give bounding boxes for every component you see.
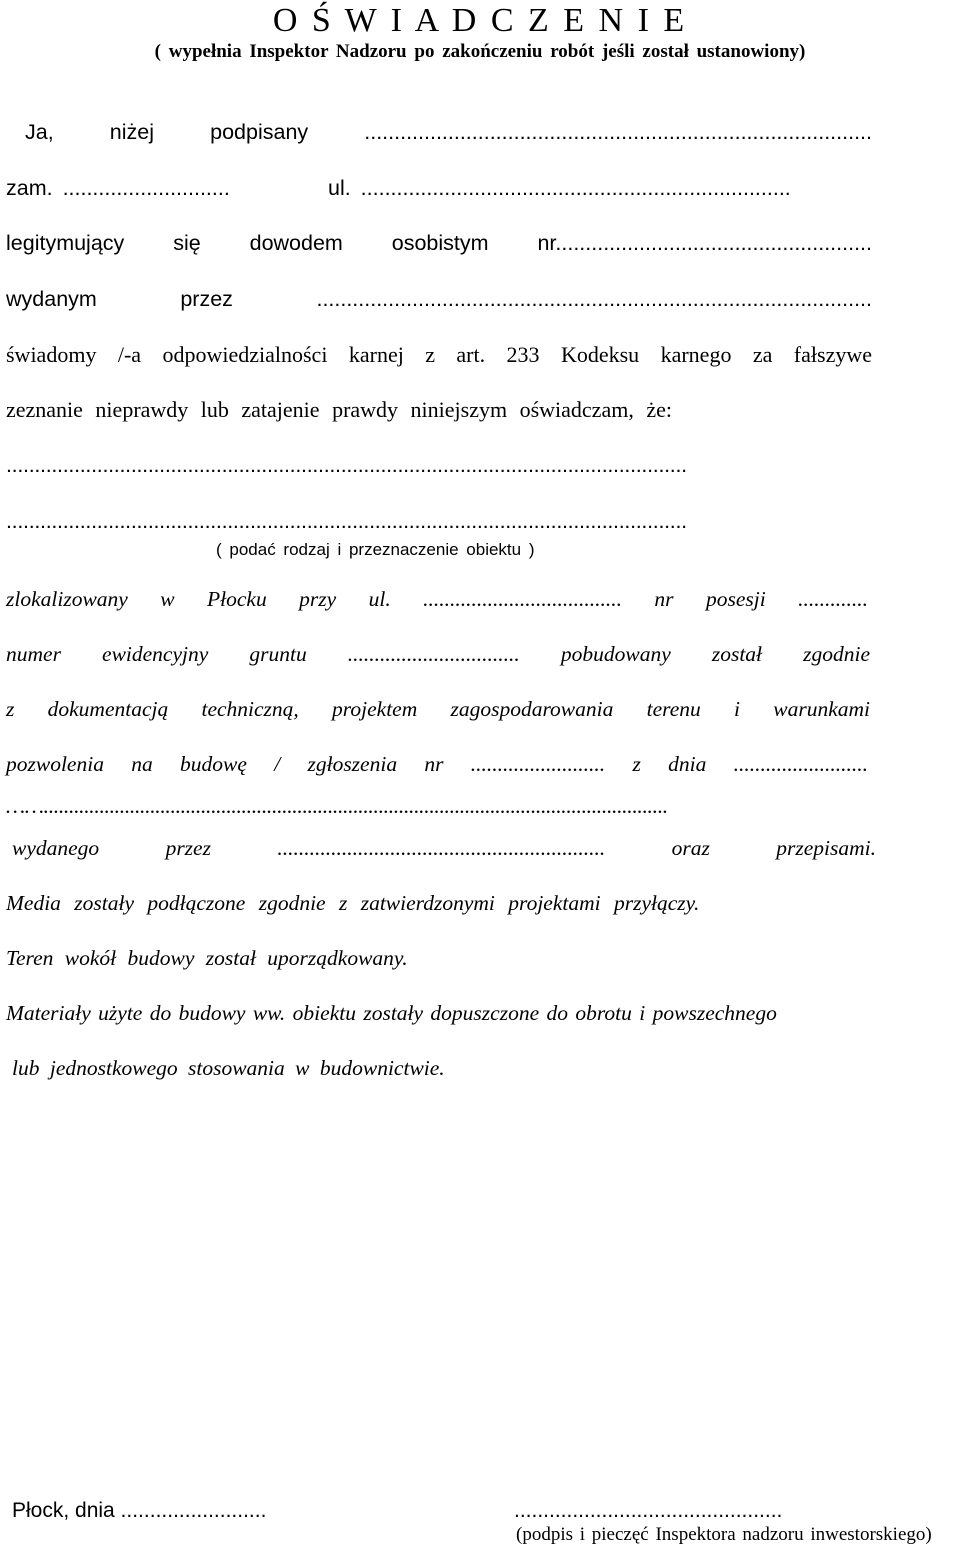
- address-city-line: zam. ............................: [6, 176, 230, 200]
- object-description-caption: ( podać rodzaj i przeznaczenie obiektu ): [216, 540, 535, 559]
- materials-statement-line-2: lub jednostkowego stosowania w budownictwie.: [12, 1056, 445, 1080]
- site-cleanup-statement: Teren wokół budowy został uporządkowany.: [6, 946, 408, 970]
- permit-continuation-line: ……...........................................................................................................................: [6, 794, 668, 818]
- declaration-intro-line: zeznanie nieprawdy lub zatajenie prawdy niniejszym oświadczam, że:: [6, 397, 672, 422]
- utilities-statement: Media zostały podłączone zgodnie z zatwierdzonymi projektami przyłączy.: [6, 891, 700, 915]
- signature-caption: (podpis i pieczęć Inspektora nadzoru inwestorskiego): [516, 1524, 932, 1545]
- object-description-line-2: ........................................................................................................................: [6, 509, 687, 533]
- land-number-line: numer ewidencyjny gruntu ................................ pobudowany został zgodnie: [6, 642, 870, 666]
- permit-line: pozwolenia na budowę / zgłoszenia nr ......................... z dnia .........................: [6, 752, 868, 776]
- place-date-field: Płock, dnia .........................: [12, 1499, 267, 1522]
- signature-line: ..............................................: [514, 1499, 783, 1522]
- document-subtitle: ( wypełnia Inspektor Nadzoru po zakończeniu robót jeśli został ustanowiony): [154, 41, 806, 62]
- address-street-line: ul. ........................................................................: [328, 176, 791, 200]
- materials-statement-line-1: Materiały użyte do budowy ww. obiektu zostały dopuszczone do obrotu i powszechnego: [6, 1001, 777, 1025]
- declarant-name-line: Ja, niżej podpisany .....................................................................................: [25, 120, 872, 144]
- issuer-line: wydanego przez ............................................................. oraz przepisami.: [12, 836, 876, 860]
- document-title: O Ś W I A D C Z E N I E: [272, 2, 688, 39]
- location-line: zlokalizowany w Płocku przy ul. ..................................... nr posesji .............: [6, 587, 868, 611]
- id-document-line: legitymujący się dowodem osobistym nr.....................................................: [6, 231, 872, 255]
- issued-by-line: wydanym przez .............................................................................................: [6, 287, 872, 311]
- documentation-line: z dokumentacją techniczną, projektem zagospodarowania terenu i warunkami: [6, 697, 870, 721]
- object-description-line-1: ........................................................................................................................: [6, 453, 687, 477]
- liability-statement-line: świadomy /-a odpowiedzialności karnej z art. 233 Kodeksu karnego za fałszywe: [6, 342, 872, 367]
